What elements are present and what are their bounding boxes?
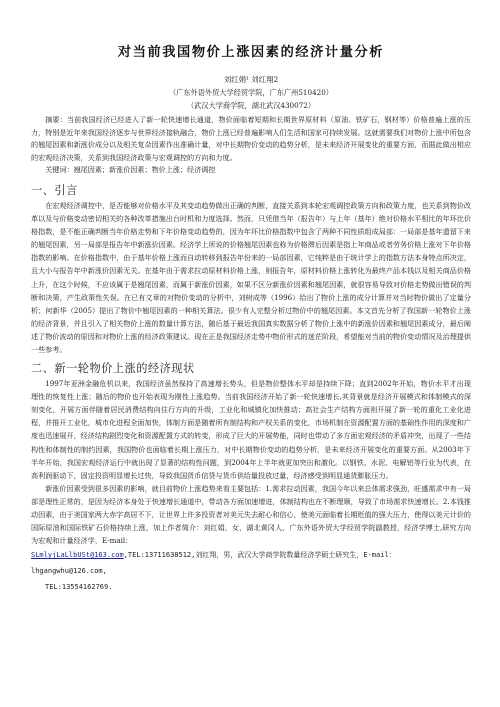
contact-text: ,TEL:13711638512,刘红翔，男，武汉大学商学院数量经济学硕士研究生，E-mail： [123, 551, 396, 560]
keywords [31, 164, 471, 177]
intro-paragraph: 在宏观经济调控中，是否能够对价格水平及其变动趋势做出正确的判断，直接关系到本轮宏观调控政策方向和政策力度，也关系到物价改革以及与价格变动密切相关的各种改革措施出台时机和力度选择。然而，只凭借当年（报告年）与上年（基年）绝对价格水平相比的年环比价格指数，是不能正确判断当年价格走势和下年价格变动趋势的，因为年环比价格指数中包含了两种不同性质组成局部：一局部是基年遗留下来的翘尾因素，另一局部是报告年中新涨价因素。经济学上所说的价格翘尾因素也称为价格滞后因素是指上年商品或者劳务价格上涨对下年价格指数的影响。在价格指数中，由于基年价格上涨而自动转移到报告年份来的一局部因素，它纯粹是由于统计学上的指数方法本身特点所决定，且大小与报告年中新涨价因素无关。在基年由于需求拉动原材料价格上涨，则报告年，原材料价格上涨转化为最终产品本钱以及相关商品价格上升，在这个时候，不应该属于是翘尾因素，而属于新涨价因素，如果不区分新涨价因素和翘尾因素，就很容易导致对价格走势做出错误的判断和决策，产生政策性失误。在已有文章的对物价变动的分析中，刘树成等（1996）给出了物价上涨的成分计算并对当时物价做出了定量分析；何新华（2005）提出了物价中翘尾因素的一种相关算法。很少有人完整分析过物价中的翘尾因素。本文首先分析了我国新一轮物价上涨的经济背景，并且引入了相关物价上涨的数量计算方法，随后基于最近我国真实数据分析了物价上涨中的新涨价因素和翘尾因素成分，最后阐述了物价波动的原因和对物价上涨的经济政策建议。现在正是我国经济走势中物价形式的迷茫阶段，希望能对当前的物价变动情况及治理提供一些参考。 [31, 200, 471, 354]
keywords-label: 关键词： [45, 165, 74, 175]
status-paragraph-2: 新涨价因素受到很多因素的影响，就目前物价上涨趋势来看主要包括：1.需求拉动因素，我国今年以来总体需求强劲，旺盛需求中有一局部是理性正常的，是因为经济本身处于快速增长通道中，带动各方面加速增进，体制结构也在不断理顺，导致了市场需求快速增长。2.本钱推动因素，由于美国家两大赤字高居不下，让世界上许多投资者对美元失去耐心和信心，使美元面临着长期贬值的强大压力，使得以美元计价的国际原油和国际铁矿石价格持续上涨，加上作者简介：刘红娟，女，湖北黄冈人，广东外语外贸大学经贸学院副教授，经济学博士,研究方向为宏观和计量经济学，E-mail： [31, 483, 471, 546]
abstract-label: 摘要： [45, 115, 67, 124]
affiliation-2: （武汉大学商学院，湖北武汉430072） [186, 101, 316, 110]
paper-page [31, 0, 471, 595]
keywords-text: 翘尾因素；新涨价因素；物价上涨；经济调控 [73, 165, 216, 175]
email-link-1[interactable]: SLmlyjLaLlbUSt@163.com [31, 551, 124, 560]
status-paragraph-1: 1997年亚洲金融危机以来，我国经济虽然保持了高速增长势头，但是物价整体水平却是持续下降；直到2002年开始，物价水平才出现理性的恢复性上涨；随后的物价也开始表现为刚性上涨趋势。当前我国经济开始了新一轮快速增长,其背景就是经济开展模式和体制模式的深刻变化，开展方面伴随着居民消费结构向住行方向的升级，工业化和城镇化加快推动；高社会生产结构方面则开展了新一轮的重化工业化进程，并推开工业化，城市化进程全面加快，体制方面是随着所有制结构和产权关系的变化，市场机制在资源配置方面的基础性作用的深度和广度也迅速展开，经济结构剧烈变化和资源配置方式的转变，形成了巨大的开展势能，同时也带动了多方面宏观经济的矛盾冲突，出现了一些结构性和体制性的制约因素，我国物价也面临着长期上涨压力，对中长期物价变动的趋势分析，是未来经济开展变化的重要方面。从2003年下半年开始，我国宏观经济运行中就出现了显著的结构性问题，到2004年上半年就更加突出和激化。以钢铁、水泥、电解铝等行业为代表，在高利润驱动下，固定投资明显增长过快，导致我国货币信贷与货币供给量投放过量，经济感受到明显通货膨胀压力。 [31, 379, 471, 480]
author-contact-line [31, 547, 471, 563]
section-heading-current-status: 二、新一轮物价上涨的经济现状 [31, 362, 195, 376]
affiliation-1: （广东外语外贸大学经贸学院，广东广州510420） [168, 88, 333, 97]
email-2: lhgangwhu@126.com, [31, 567, 107, 576]
abstract-text: 当前我国经济已经进入了新一轮快速增长通道，物价面临着短期和长期世界原材料（原油、铁矿石，钢材等）价格普遍上涨的压力，特别是近年来我国经济逐步与世界经济接轨融合，物价上涨已经普遍影响人们生活和国家可持续发展。这就需要我们对物价上涨中所包含的翘尾因素和新涨价成分以及相关复杂因素作出准确计量，对中长期物价变动的趋势分析，是未来经济开展变化的重要方面，而据此做出相应的宏观经济决策，关系到我国经济政策与宏观调控的方向和力度。 [31, 115, 472, 162]
tel-line-2 [31, 579, 471, 595]
section-heading-introduction: 一、引言 [31, 183, 78, 197]
email-line-2 [31, 563, 471, 579]
paper-authors: 刘红娟¹ 刘红翔2 [223, 75, 279, 84]
paper-title: 对当前我国物价上涨因素的经济计量分析 [117, 45, 385, 60]
abstract [31, 114, 471, 164]
tel-2: TEL:13554162769. [45, 583, 113, 592]
